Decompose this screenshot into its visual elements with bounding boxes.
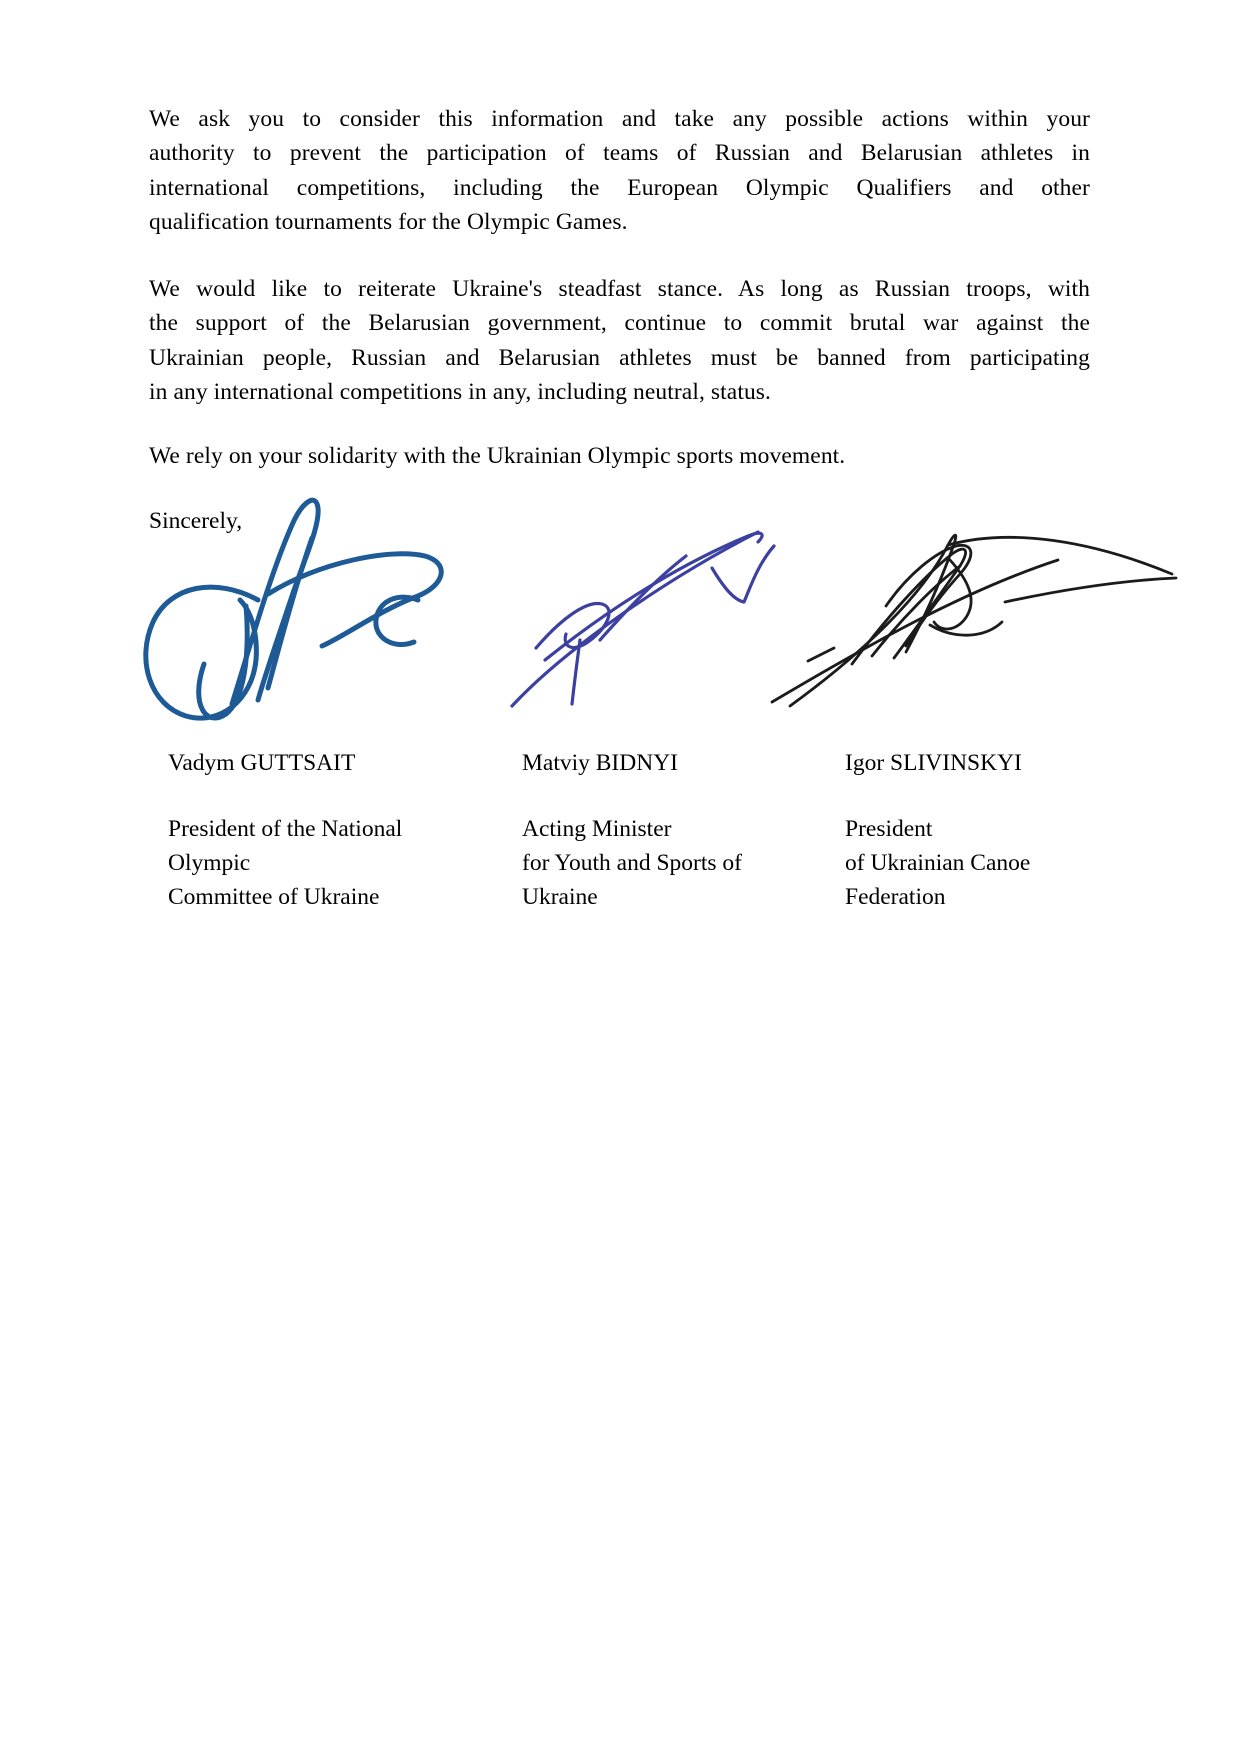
signer-title-guttsait (168, 812, 402, 915)
title-line: Ukraine (522, 884, 598, 911)
title-line: of Ukrainian Canoe (845, 850, 1031, 877)
paragraph-2 (149, 272, 1090, 410)
paragraph-line: in any international competitions in any, including neutral, status. (149, 379, 772, 406)
slivinskyi-signature-icon (772, 535, 1176, 706)
title-line: Federation (845, 884, 946, 911)
paragraph-line: qualification tournaments for the Olympic Games. (149, 209, 628, 236)
title-line: Acting Minister (522, 816, 672, 842)
paragraph-line: We would like to reiterate Ukraine's steadfast stance. As long as Russian troops, with (149, 276, 1090, 302)
paragraph-line: authority to prevent the participation of teams of Russian and Belarusian athletes in (149, 140, 1090, 167)
signer-name-bidnyi: Matviy BIDNYI (522, 750, 678, 776)
title-line: President (845, 816, 933, 842)
signer-name-guttsait: Vadym GUTTSAIT (168, 750, 356, 776)
paragraph-line: the support of the Belarusian government, continue to commit brutal war against the (149, 310, 1090, 337)
title-line: Committee of Ukraine (168, 884, 380, 911)
paragraph-line: We ask you to consider this information and take any possible actions within your (149, 106, 1090, 132)
paragraph-1 (149, 102, 1090, 240)
signer-title-slivinskyi (845, 812, 1030, 915)
bidnyi-signature-icon (512, 532, 774, 706)
title-line: for Youth and Sports of (522, 850, 743, 877)
title-line: President of the National (168, 816, 403, 842)
signer-name-slivinskyi: Igor SLIVINSKYI (845, 750, 1022, 776)
paragraph-line: international competitions, including the European Olympic Qualifiers and other (149, 174, 1090, 201)
title-line: Olympic (168, 850, 251, 877)
signer-title-bidnyi (522, 812, 742, 915)
paragraph-line: Ukrainian people, Russian and Belarusian athletes must be banned from participating (149, 344, 1090, 371)
closing-salutation: Sincerely, (149, 508, 243, 534)
paragraph-line: We rely on your solidarity with the Ukrainian Olympic sports movement. (149, 443, 846, 469)
paragraph-3 (149, 439, 1090, 473)
